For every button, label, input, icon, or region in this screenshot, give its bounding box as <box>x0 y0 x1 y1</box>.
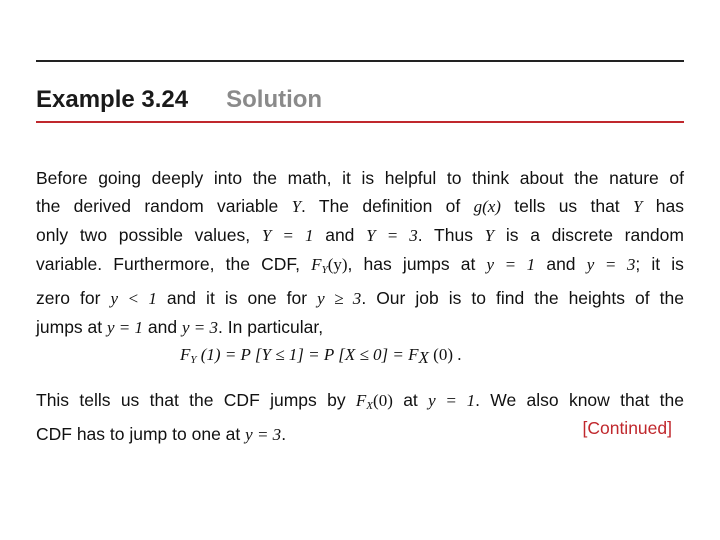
p1-line-4: variable. Furthermore, the CDF, $F_Y(y)$, has jumps at y = 1 and y = 3; it is <box>36 254 684 276</box>
title-main: Example 3.24 <box>36 86 189 113</box>
p1-line-5: zero for y < 1 and it is one for y ≥ 3. Our job is to find the heights of the <box>36 288 684 308</box>
top-divider <box>36 60 684 62</box>
paragraph-1 <box>36 164 684 342</box>
p1-line-2: the derived random variable Y. The definition of g(x) tells us that Y has <box>36 196 684 216</box>
title-sub: Solution <box>226 86 323 113</box>
cdf-formula: $F_Y$ (1) = P [Y ≤ 1] = P $[X \le 0] = F_X$ (0) . <box>180 345 462 367</box>
p2-line-1: This tells us that the CDF jumps by $F_X(0)$ at y = 1. We also know that the <box>36 390 684 412</box>
p2-line-2: CDF has to jump to one at y = 3. <box>36 424 287 444</box>
continued-link[interactable]: [Continued] <box>582 418 672 438</box>
title-underline <box>36 121 684 123</box>
p1-line-1: Before going deeply into the math, it is helpful to think about the nature of <box>36 168 684 188</box>
p1-line-6: jumps at y = 1 and y = 3. In particular, <box>36 317 324 337</box>
p1-line-3: only two possible values, Y = 1 and Y = 3. Thus Y is a discrete random <box>36 225 684 245</box>
slide-title <box>36 84 684 116</box>
